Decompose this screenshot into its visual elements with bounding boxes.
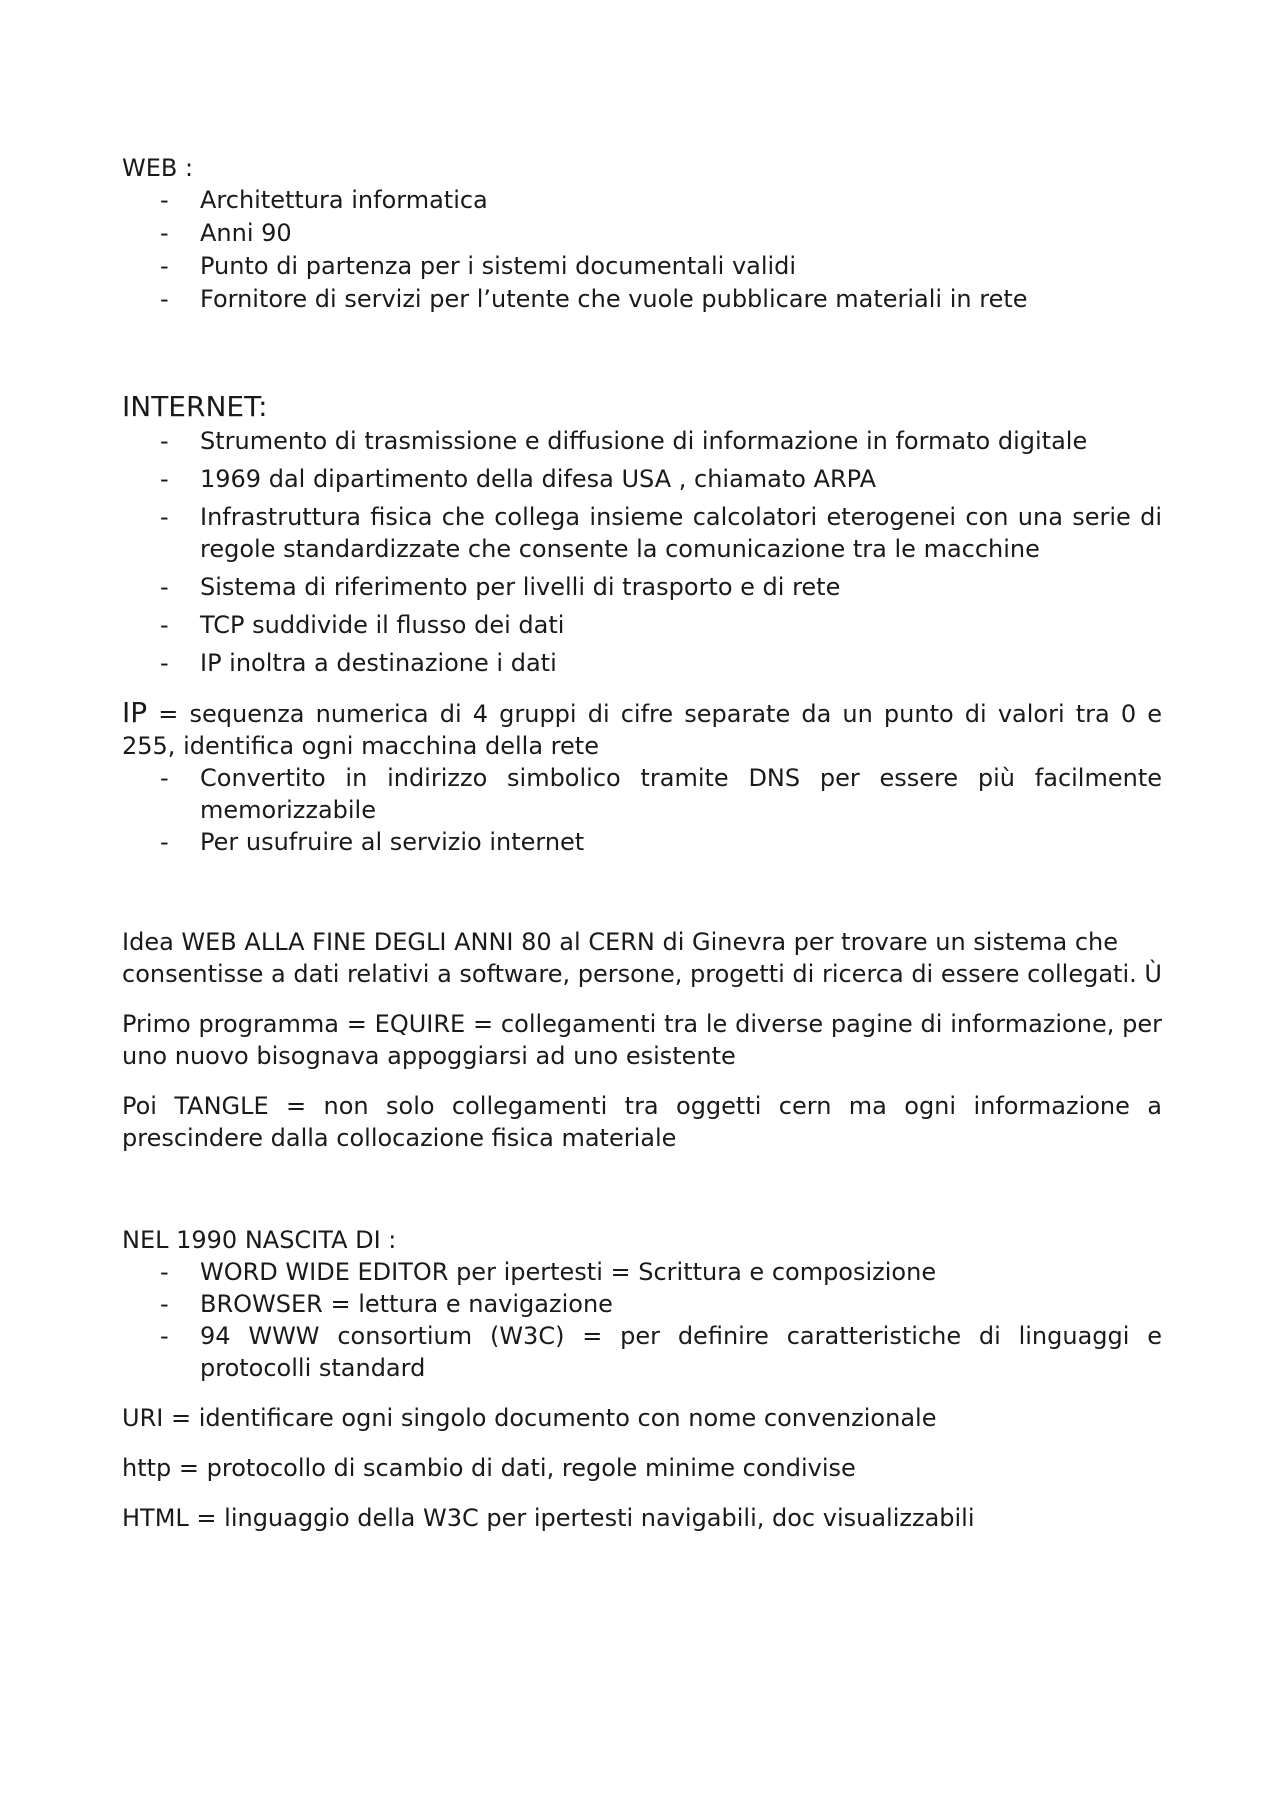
list-item-text: 94 WWW consortium (W3C) = per definire caratteristiche di linguaggi e protocolli standard <box>200 1322 1162 1382</box>
ip-text: = sequenza numerica di 4 gruppi di cifre separate da un punto di valori tra 0 e 255, identifica ogni macchina della rete <box>122 700 1162 760</box>
list-item-text: Anni 90 <box>200 219 292 247</box>
list-item <box>122 1288 1162 1320</box>
list-item-text: 1969 dal dipartimento della difesa USA , chiamato ARPA <box>200 465 877 493</box>
list-item <box>122 1320 1162 1384</box>
dash-bullet: - <box>160 764 169 792</box>
list-item <box>122 571 1162 603</box>
dash-bullet: - <box>160 219 169 247</box>
list-item-text: Strumento di trasmissione e diffusione di informazione in formato digitale <box>200 427 1088 455</box>
document-page <box>122 152 1162 1534</box>
list-item-text: Punto di partenza per i sistemi documentali validi <box>200 252 797 280</box>
list-item <box>122 217 1162 250</box>
list-item-text: Architettura informatica <box>200 186 488 214</box>
dash-bullet: - <box>160 252 169 280</box>
primo-paragraph: Primo programma = EQUIRE = collegamenti tra le diverse pagine di informazione, per uno nuovo bisognava appoggiarsi ad uno esistente <box>122 1010 1162 1070</box>
dash-bullet: - <box>160 427 169 455</box>
dash-bullet: - <box>160 186 169 214</box>
uri-paragraph: URI = identificare ogni singolo documento con nome convenzionale <box>122 1404 937 1432</box>
dash-bullet: - <box>160 649 169 677</box>
list-item <box>122 1256 1162 1288</box>
list-item-text: Convertito in indirizzo simbolico tramite DNS per essere più facilmente memorizzabile <box>200 764 1162 824</box>
dash-bullet: - <box>160 503 169 531</box>
list-item-text: Per usufruire al servizio internet <box>200 828 585 856</box>
list-item-text: BROWSER = lettura e navigazione <box>200 1290 613 1318</box>
list-item-text: WORD WIDE EDITOR per ipertesti = Scrittura e composizione <box>200 1258 937 1286</box>
web-list <box>122 184 1162 316</box>
list-item <box>122 826 1162 858</box>
list-item-text: Fornitore di servizi per l’utente che vuole pubblicare materiali in rete <box>200 285 1028 313</box>
dash-bullet: - <box>160 1290 169 1318</box>
list-item-text: IP inoltra a destinazione i dati <box>200 649 557 677</box>
dash-bullet: - <box>160 285 169 313</box>
list-item <box>122 501 1162 565</box>
ip-label: IP <box>122 696 148 729</box>
html-paragraph: HTML = linguaggio della W3C per ipertesti navigabili, doc visualizzabili <box>122 1504 975 1532</box>
web-heading: WEB : <box>122 154 194 182</box>
nel1990-heading: NEL 1990 NASCITA DI : <box>122 1226 397 1254</box>
dash-bullet: - <box>160 573 169 601</box>
dash-bullet: - <box>160 1258 169 1286</box>
ip-paragraph <box>122 697 1162 762</box>
idea-paragraph: Idea WEB ALLA FINE DEGLI ANNI 80 al CERN di Ginevra per trovare un sistema che consentisse a dati relativi a software, persone, progetti di ricerca di essere collegati. Ù <box>122 928 1162 988</box>
internet-list <box>122 425 1162 679</box>
list-item <box>122 250 1162 283</box>
dash-bullet: - <box>160 465 169 493</box>
list-item <box>122 184 1162 217</box>
dash-bullet: - <box>160 611 169 639</box>
nel1990-list <box>122 1256 1162 1384</box>
list-item-text: TCP suddivide il flusso dei dati <box>200 611 565 639</box>
list-item <box>122 762 1162 826</box>
list-item <box>122 463 1162 495</box>
list-item <box>122 647 1162 679</box>
dash-bullet: - <box>160 828 169 856</box>
ip-list <box>122 762 1162 858</box>
dash-bullet: - <box>160 1322 169 1350</box>
list-item <box>122 425 1162 457</box>
poi-paragraph: Poi TANGLE = non solo collegamenti tra oggetti cern ma ogni informazione a prescindere dalla collocazione fisica materiale <box>122 1092 1162 1152</box>
http-paragraph: http = protocollo di scambio di dati, regole minime condivise <box>122 1454 856 1482</box>
list-item-text: Sistema di riferimento per livelli di trasporto e di rete <box>200 573 841 601</box>
list-item <box>122 283 1162 316</box>
list-item <box>122 609 1162 641</box>
list-item-text: Infrastruttura fisica che collega insieme calcolatori eterogenei con una serie di regole standardizzate che consente la comunicazione tra le macchine <box>200 503 1162 563</box>
internet-heading: INTERNET: <box>122 390 268 423</box>
